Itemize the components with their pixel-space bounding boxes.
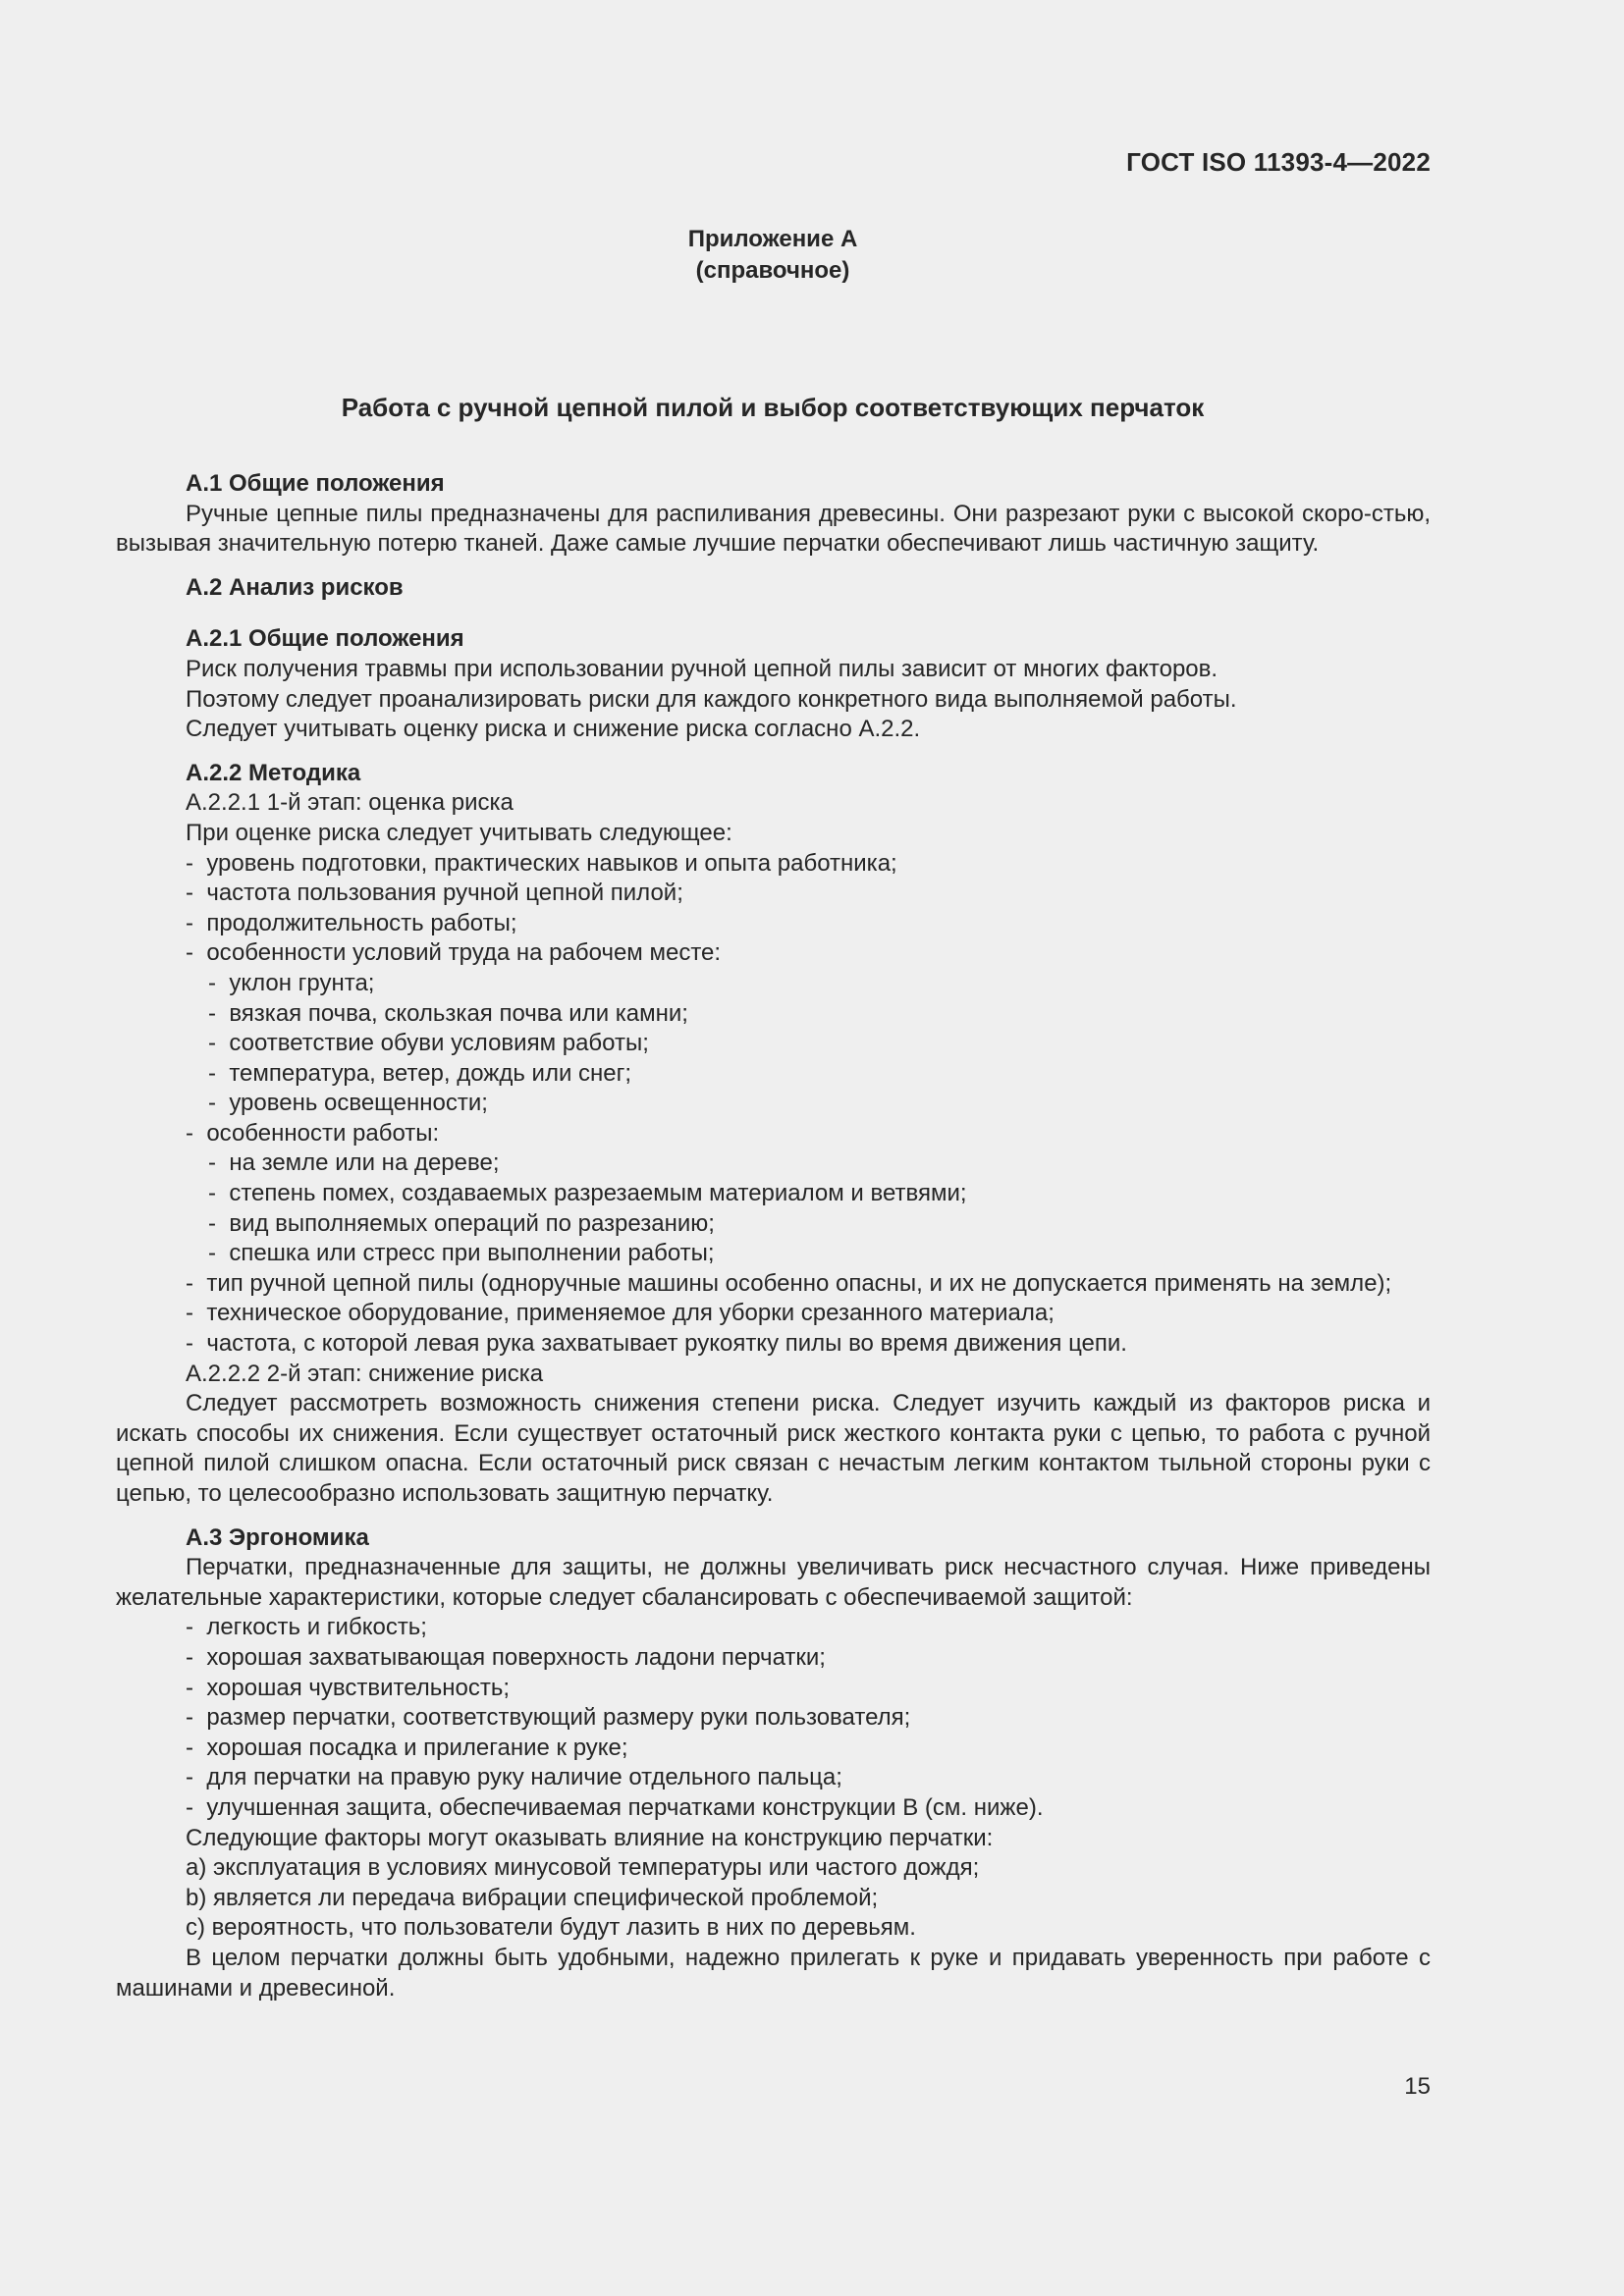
sub-list-item: - уровень освещенности; (116, 1089, 1431, 1119)
section-a222-heading: А.2.2.2 2-й этап: снижение риска (186, 1360, 544, 1387)
document-title: Работа с ручной цепной пилой и выбор соответствующих перчаток (341, 393, 1205, 422)
section-a1-heading: А.1 Общие положения (186, 470, 445, 497)
sub-list-item: - уклон грунта; (116, 969, 1431, 999)
appendix-subtitle: (справочное) (695, 257, 850, 284)
a221-intro: При оценке риска следует учитывать следующее: (186, 819, 732, 846)
sub-list-item: - степень помех, создаваемых разрезаемым материалом и ветвями; (116, 1179, 1431, 1209)
conclusion-text: В целом перчатки должны быть удобными, надежно прилегать к руке и придавать уверенность при работе с машинами и древесиной. (116, 1944, 1431, 2002)
sub-list-item: - вид выполняемых операций по разрезанию; (116, 1209, 1431, 1240)
section-a221-heading: А.2.2.1 1-й этап: оценка риска (186, 789, 514, 817)
list-item: - особенности условий труда на рабочем месте: (116, 938, 1431, 969)
section-a3-heading: А.3 Эргономика (186, 1523, 369, 1551)
list-item: - частота пользования ручной цепной пилой; (116, 879, 1431, 909)
list-item: - техническое оборудование, применяемое для уборки срезанного материала; (116, 1299, 1431, 1329)
section-a2-heading: А.2 Анализ рисков (186, 573, 404, 601)
a21-line: Следует учитывать оценку риска и снижение риска согласно А.2.2. (186, 716, 921, 743)
section-a21-heading: А.2.1 Общие положения (186, 625, 464, 653)
list-item: - хорошая чувствительность; (116, 1674, 1431, 1704)
sub-list-item: - на земле или на дереве; (116, 1148, 1431, 1179)
sub-list-item: - соответствие обуви условиям работы; (116, 1029, 1431, 1059)
section-a3-text: Перчатки, предназначенные для защиты, не должны увеличивать риск несчастного случая. Ниже приведены желательные характеристики, которые следует сбалансировать с обеспечиваемой защитой: (116, 1554, 1431, 1611)
list-item: - хорошая посадка и прилегание к руке; (116, 1734, 1431, 1764)
appendix-title: Приложение А (687, 226, 858, 252)
design-item: a) эксплуатация в условиях минусовой температуры или частого дождя; (186, 1854, 980, 1882)
list-item: - улучшенная защита, обеспечиваемая перчатками конструкции В (см. ниже). (116, 1793, 1431, 1824)
sub-list-item: - вязкая почва, скользкая почва или камни; (116, 999, 1431, 1030)
standard-code: ГОСТ ISO 11393-4—2022 (1126, 147, 1431, 177)
list-item: - продолжительность работы; (116, 909, 1431, 939)
list-item: - частота, с которой левая рука захватывает рукоятку пилы во время движения цепи. (116, 1329, 1431, 1360)
design-item: b) является ли передача вибрации специфической проблемой; (186, 1884, 879, 1911)
list-item: - легкость и гибкость; (116, 1613, 1431, 1643)
list-item: - особенности работы: (116, 1119, 1431, 1149)
document-body (116, 469, 1431, 2003)
section-a1-text: Ручные цепные пилы предназначены для распиливания древесины. Они разрезают руки с высокой скоро-стью, вызывая значительную потерю тканей. Даже самые лучшие перчатки обеспечивают лишь частичную защиту. (116, 500, 1431, 558)
sub-list-item: - спешка или стресс при выполнении работы; (116, 1239, 1431, 1269)
list-item: - для перчатки на правую руку наличие отдельного пальца; (116, 1763, 1431, 1793)
design-item: c) вероятность, что пользователи будут лазить в них по деревьям. (186, 1914, 916, 1942)
list-item: - размер перчатки, соответствующий размеру руки пользователя; (116, 1703, 1431, 1734)
list-item: - хорошая захватывающая поверхность ладони перчатки; (116, 1643, 1431, 1674)
appendix-heading (0, 224, 1545, 287)
list-item: - тип ручной цепной пилы (одноручные машины особенно опасны, и их не допускается применять на земле); (116, 1269, 1431, 1300)
section-a222-text: Следует рассмотреть возможность снижения степени риска. Следует изучить каждый из факторов риска и искать способы их снижения. Если существует остаточный риск жесткого контакта руки с цепью, то работа с ручной цепной пилой слишком опасна. Если остаточный риск связан с нечастым легким контактом тыльной стороны руки с цепью, то целесообразно использовать защитную перчатку. (116, 1390, 1431, 1507)
a21-line: Поэтому следует проанализировать риски для каждого конкретного вида выполняемой работы. (186, 685, 1237, 713)
list-item: - уровень подготовки, практических навыков и опыта работника; (116, 849, 1431, 880)
design-intro: Следующие факторы могут оказывать влияние на конструкцию перчатки: (186, 1824, 994, 1851)
page-number: 15 (1404, 2073, 1431, 2100)
section-a22-heading: А.2.2 Методика (186, 759, 361, 786)
sub-list-item: - температура, ветер, дождь или снег; (116, 1059, 1431, 1090)
a21-line: Риск получения травмы при использовании ручной цепной пилы зависит от многих факторов. (186, 655, 1218, 682)
